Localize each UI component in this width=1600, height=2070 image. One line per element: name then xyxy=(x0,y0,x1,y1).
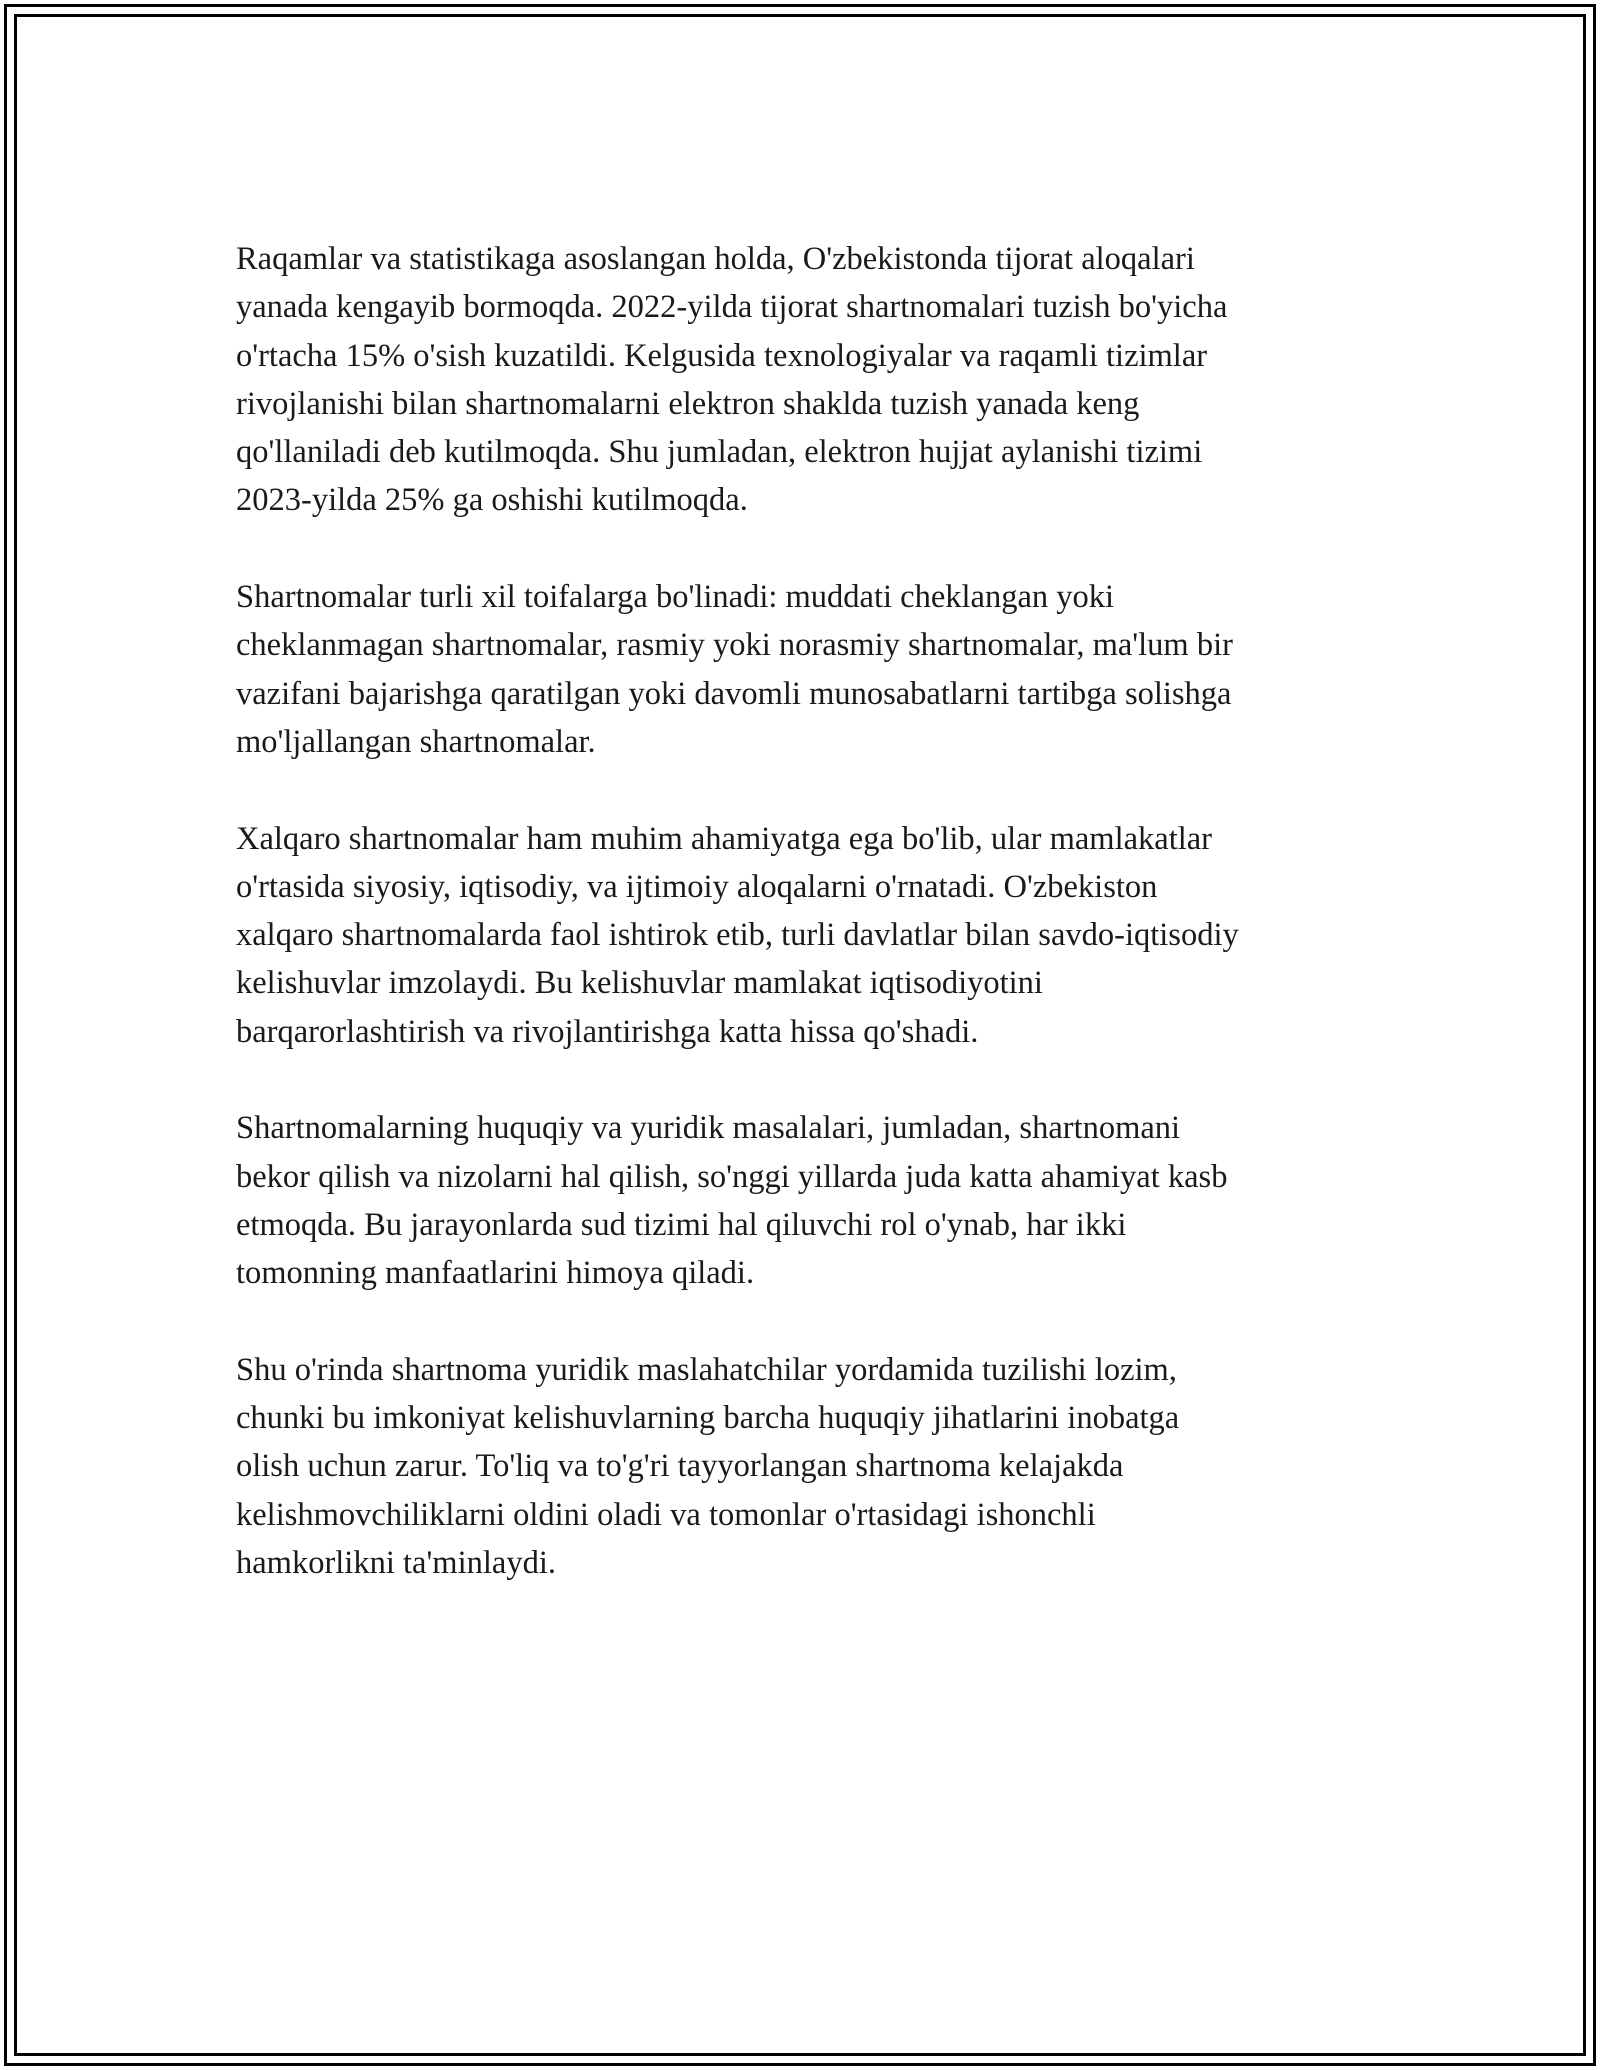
paragraph-1 xyxy=(236,235,1386,525)
text-line: mo'ljallangan shartnomalar. xyxy=(236,723,596,760)
text-line: qo'llaniladi deb kutilmoqda. Shu jumladan, elektron hujjat aylanishi tizimi xyxy=(236,434,1203,471)
text-line: 2023-yilda 25% ga oshishi kutilmoqda. xyxy=(236,482,748,519)
text-line: Xalqaro shartnomalar ham muhim ahamiyatga ega bo'lib, ular mamlakatlar xyxy=(236,820,1212,857)
text-line: yanada kengayib bormoqda. 2022-yilda tijorat shartnomalari tuzish bo'yicha xyxy=(236,289,1228,326)
text-line: hamkorlikni ta'minlaydi. xyxy=(236,1545,556,1582)
text-line: o'rtacha 15% o'sish kuzatildi. Kelgusida texnologiyalar va raqamli tizimlar xyxy=(236,337,1208,374)
text-line: etmoqda. Bu jarayonlarda sud tizimi hal qiluvchi rol o'ynab, har ikki xyxy=(236,1206,1127,1243)
paragraph-2 xyxy=(236,573,1386,766)
document-body xyxy=(236,235,1386,1636)
text-line: o'rtasida siyosiy, iqtisodiy, va ijtimoiy aloqalarni o'rnatadi. O'zbekiston xyxy=(236,868,1158,905)
paragraph-5 xyxy=(236,1346,1386,1587)
text-line: xalqaro shartnomalarda faol ishtirok etib, turli davlatlar bilan savdo-iqtisodiy xyxy=(236,917,1239,954)
paragraph-3 xyxy=(236,815,1386,1056)
text-line: Raqamlar va statistikaga asoslangan holda, O'zbekistonda tijorat aloqalari xyxy=(236,241,1195,277)
text-line: Shu o'rinda shartnoma yuridik maslahatchilar yordamida tuzilishi lozim, xyxy=(236,1351,1177,1388)
text-line: vazifani bajarishga qaratilgan yoki davomli munosabatlarni tartibga solishga xyxy=(236,675,1232,712)
text-line: tomonning manfaatlarini himoya qiladi. xyxy=(236,1255,755,1292)
text-line: barqarorlashtirish va rivojlantirishga katta hissa qo'shadi. xyxy=(236,1013,979,1050)
text-line: chunki bu imkoniyat kelishuvlarning barcha huquqiy jihatlarini inobatga xyxy=(236,1400,1180,1437)
text-line: bekor qilish va nizolarni hal qilish, so'nggi yillarda juda katta ahamiyat kasb xyxy=(236,1158,1228,1195)
text-line: Shartnomalarning huquqiy va yuridik masalalari, jumladan, shartnomani xyxy=(236,1110,1181,1147)
text-line: rivojlanishi bilan shartnomalarni elektron shaklda tuzish yanada keng xyxy=(236,385,1140,422)
text-line: kelishuvlar imzolaydi. Bu kelishuvlar mamlakat iqtisodiyotini xyxy=(236,965,1043,1002)
text-line: kelishmovchiliklarni oldini oladi va tomonlar o'rtasidagi ishonchli xyxy=(236,1496,1096,1533)
text-line: cheklanmagan shartnomalar, rasmiy yoki norasmiy shartnomalar, ma'lum bir xyxy=(236,627,1233,664)
text-line: Shartnomalar turli xil toifalarga bo'linadi: muddati cheklangan yoki xyxy=(236,579,1115,616)
text-line: olish uchun zarur. To'liq va to'g'ri tayyorlangan shartnoma kelajakda xyxy=(236,1448,1124,1485)
paragraph-4 xyxy=(236,1104,1386,1297)
